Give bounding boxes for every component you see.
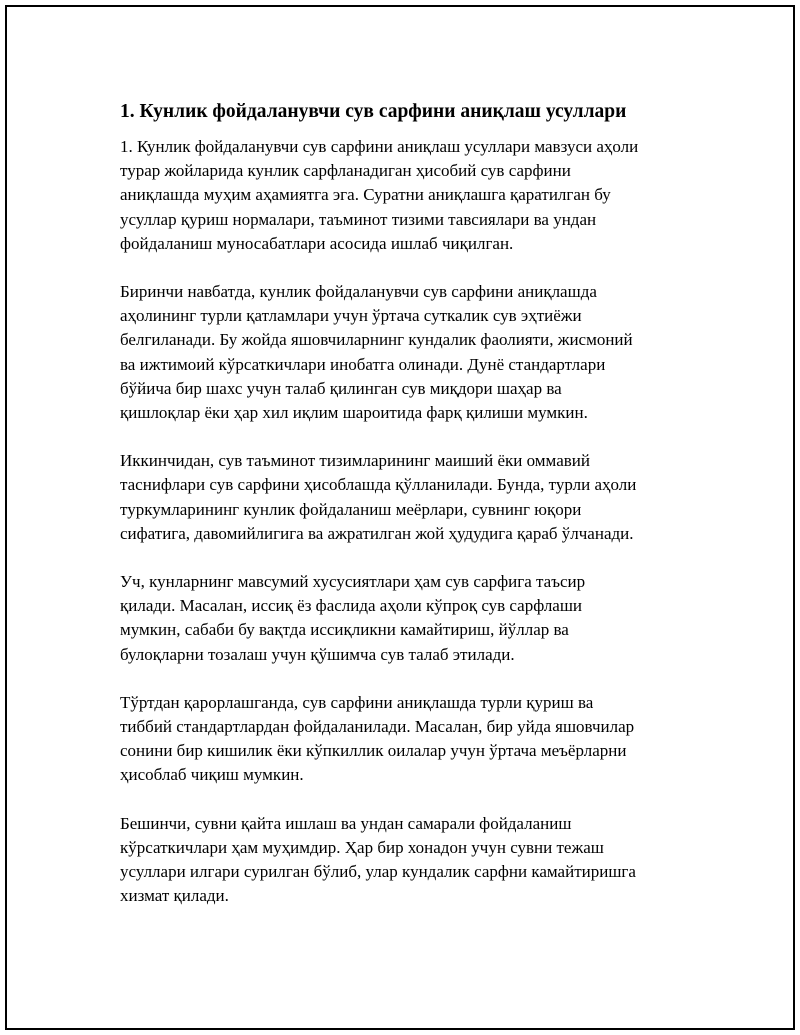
text-line: Тўртдан қарорлашганда, сув сарфини аниқлашда турли қуриш ва xyxy=(120,692,594,712)
text-line: усуллари илгари сурилган бўлиб, улар кундалик сарфни камайтиришга xyxy=(120,862,636,882)
text-line: кўрсаткичлари ҳам муҳимдир. Ҳар бир хонадон учун сувни тежаш xyxy=(120,837,604,857)
text-line: бўйича бир шахс учун талаб қилинган сув миқдори шаҳар ва xyxy=(120,378,562,398)
text-line: мумкин, сабаби бу вақтда иссиқликни камайтириш, йўллар ва xyxy=(120,620,569,640)
text-line: сонини бир кишилик ёки кўпкиллик оилалар учун ўртача меъёрларни xyxy=(120,741,627,761)
text-line: сифатига, давомийлигига ва ажратилган жой ҳудудига қараб ўлчанади. xyxy=(120,523,634,543)
paragraph-3 xyxy=(120,449,700,546)
text-line: туркумларининг кунлик фойдаланиш меёрлари, сувнинг юқори xyxy=(120,499,582,519)
text-line: Биринчи навбатда, кунлик фойдаланувчи сув сарфини аниқлашда xyxy=(120,282,597,302)
document-title: 1. Кунлик фойдаланувчи сув сарфини аниқлаш усуллари xyxy=(120,101,627,122)
text-line: Иккинчидан, сув таъминот тизимларининг маиший ёки оммавий xyxy=(120,451,590,471)
paragraph-5 xyxy=(120,691,700,788)
text-line: усуллар қуриш нормалари, таъминот тизими тавсиялари ва ундан xyxy=(120,209,597,229)
text-line: қилади. Масалан, иссиқ ёз фаслида аҳоли кўпроқ сув сарфлаши xyxy=(120,596,583,616)
text-line: тиббий стандартлардан фойдаланилади. Масалан, бир уйда яшовчилар xyxy=(120,717,635,737)
text-line: белгиланади. Бу жойда яшовчиларнинг кундалик фаолияти, жисмоний xyxy=(120,330,633,350)
text-line: фойдаланиш муносабатлари асосида ишлаб чиқилган. xyxy=(120,233,514,253)
text-line: турар жойларида кунлик сарфланадиган ҳисобий сув сарфини xyxy=(120,161,571,181)
paragraph-6 xyxy=(120,812,700,909)
text-line: ҳисоблаб чиқиш мумкин. xyxy=(120,765,304,785)
text-line: аҳолининг турли қатламлари учун ўртача суткалик сув эҳтиёжи xyxy=(120,306,582,326)
paragraph-2 xyxy=(120,280,700,425)
text-line: булоқларни тозалаш учун қўшимча сув талаб этилади. xyxy=(120,644,515,664)
text-line: таснифлари сув сарфини ҳисоблашда қўлланилади. Бунда, турли аҳоли xyxy=(120,475,637,495)
paragraph-1 xyxy=(120,135,700,256)
text-line: 1. Кунлик фойдаланувчи сув сарфини аниқлаш усуллари мавзуси аҳоли xyxy=(120,137,639,156)
page-frame xyxy=(5,5,795,1030)
text-line: қишлоқлар ёки ҳар хил иқлим шароитида фарқ қилиши мумкин. xyxy=(120,403,588,423)
text-line: хизмат қилади. xyxy=(120,886,229,906)
paragraph-4 xyxy=(120,570,700,667)
text-line: ва ижтимоий кўрсаткичлари инобатга олинади. Дунё стандартлари xyxy=(120,354,606,374)
text-line: аниқлашда муҳим аҳамиятга эга. Суратни аниқлашга қаратилган бу xyxy=(120,185,611,205)
document-body xyxy=(120,99,700,932)
text-line: Уч, кунларнинг мавсумий хусусиятлари ҳам сув сарфига таъсир xyxy=(120,572,586,592)
text-line: Бешинчи, сувни қайта ишлаш ва ундан самарали фойдаланиш xyxy=(120,813,572,833)
